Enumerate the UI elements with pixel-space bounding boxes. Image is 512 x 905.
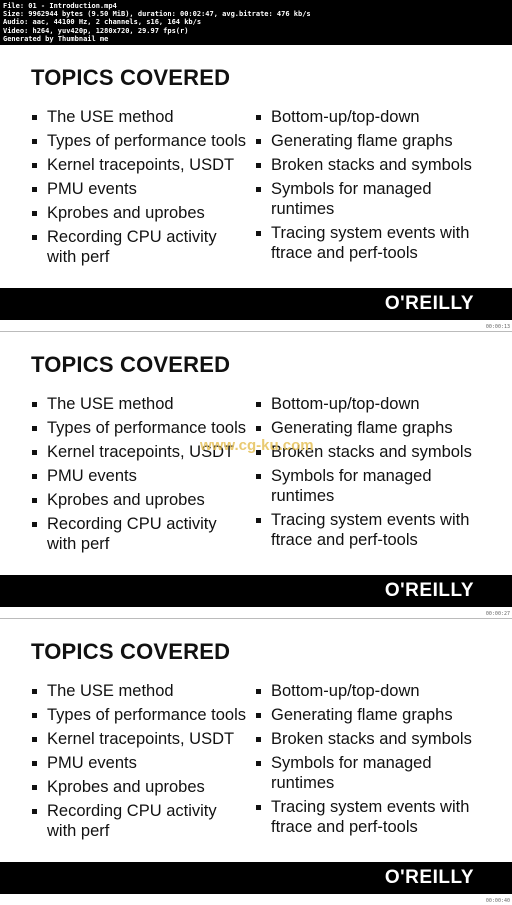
bullet-icon (256, 805, 261, 810)
slide-footer (0, 575, 512, 607)
topic-item: Bottom-up/top-down (256, 681, 506, 701)
topic-item: PMU events (32, 179, 262, 199)
bullet-icon (32, 761, 37, 766)
header-size-line: Size: 9962944 bytes (9.50 MiB), duration: 00:02:47, avg.bitrate: 476 kb/s (3, 10, 311, 19)
topic-item: The USE method (32, 107, 262, 127)
thumbnail-frame-3 (0, 619, 512, 905)
bullet-icon (256, 402, 261, 407)
header-file-line: File: 01 - Introduction.mp4 (3, 2, 117, 10)
topics-right-column (256, 107, 506, 267)
bullet-icon (32, 163, 37, 168)
oreilly-logo: O'REILLY (384, 867, 474, 888)
frame-timestamp: 00:00:27 (485, 611, 510, 617)
slide-title: TOPICS COVERED (31, 352, 231, 377)
bullet-icon (32, 689, 37, 694)
topic-item: Tracing system events with ftrace and perf-tools (256, 223, 486, 263)
topic-item: Broken stacks and symbols (256, 155, 506, 175)
topic-item: Recording CPU activity with perf (32, 801, 232, 841)
topic-item: Broken stacks and symbols (256, 729, 506, 749)
topic-item: Generating flame graphs (256, 705, 506, 725)
bullet-icon (32, 235, 37, 240)
bullet-icon (32, 211, 37, 216)
topic-item: Symbols for managed runtimes (256, 466, 456, 506)
topic-item: Kprobes and uprobes (32, 777, 262, 797)
bullet-icon (256, 713, 261, 718)
watermark-text: www.cg-ku.com (200, 437, 314, 454)
header-video-line: Video: h264, yuv420p, 1280x720, 29.97 fps(r) (3, 26, 189, 35)
slide-footer (0, 862, 512, 894)
bullet-icon (256, 737, 261, 742)
topic-item: Recording CPU activity with perf (32, 514, 232, 554)
topics-left-column (32, 394, 262, 558)
bullet-icon (32, 187, 37, 192)
topic-item: Generating flame graphs (256, 418, 506, 438)
topic-item: The USE method (32, 394, 262, 414)
topic-item: Bottom-up/top-down (256, 107, 506, 127)
header-generator-line: Generated by Thumbnail me (3, 34, 109, 43)
topic-item: Bottom-up/top-down (256, 394, 506, 414)
topic-item: Broken stacks and symbols (256, 442, 506, 462)
topic-item: Types of performance tools (32, 705, 262, 725)
topic-item: Types of performance tools (32, 131, 262, 151)
bullet-icon (32, 139, 37, 144)
topic-item: Generating flame graphs (256, 131, 506, 151)
topic-item: Kernel tracepoints, USDT (32, 155, 262, 175)
topic-item: Symbols for managed runtimes (256, 753, 456, 793)
bullet-icon (256, 187, 261, 192)
topic-item: Kprobes and uprobes (32, 203, 262, 223)
slide-footer (0, 288, 512, 320)
slide-title: TOPICS COVERED (31, 639, 231, 664)
bullet-icon (256, 474, 261, 479)
bullet-icon (256, 139, 261, 144)
topic-item: Kprobes and uprobes (32, 490, 262, 510)
topic-item: Kernel tracepoints, USDT (32, 442, 262, 462)
topic-item: Tracing system events with ftrace and perf-tools (256, 797, 486, 837)
topic-item: The USE method (32, 681, 262, 701)
topic-item: Symbols for managed runtimes (256, 179, 456, 219)
bullet-icon (256, 231, 261, 236)
slide-title: TOPICS COVERED (31, 65, 231, 90)
topic-item: Types of performance tools (32, 418, 262, 438)
bullet-icon (32, 474, 37, 479)
topic-item: PMU events (32, 753, 262, 773)
bullet-icon (256, 689, 261, 694)
bullet-icon (32, 115, 37, 120)
bullet-icon (32, 785, 37, 790)
topic-item: PMU events (32, 466, 262, 486)
bullet-icon (32, 713, 37, 718)
thumbnail-frame-1 (0, 45, 512, 332)
bullet-icon (32, 402, 37, 407)
bullet-icon (256, 426, 261, 431)
bullet-icon (256, 115, 261, 120)
header-audio-line: Audio: aac, 44100 Hz, 2 channels, s16, 164 kb/s (3, 18, 202, 27)
topics-right-column (256, 394, 506, 554)
bullet-icon (256, 518, 261, 523)
frame-timestamp: 00:00:40 (485, 898, 510, 904)
topics-left-column (32, 681, 262, 845)
frame-timestamp: 00:00:13 (485, 324, 510, 330)
bullet-icon (32, 426, 37, 431)
topic-item: Kernel tracepoints, USDT (32, 729, 262, 749)
topic-item: Recording CPU activity with perf (32, 227, 232, 267)
topic-item: Tracing system events with ftrace and perf-tools (256, 510, 486, 550)
bullet-icon (32, 498, 37, 503)
thumbnail-frame-2 (0, 332, 512, 619)
bullet-icon (32, 737, 37, 742)
bullet-icon (32, 522, 37, 527)
bullet-icon (32, 809, 37, 814)
bullet-icon (256, 163, 261, 168)
topics-left-column (32, 107, 262, 271)
oreilly-logo: O'REILLY (384, 293, 474, 314)
video-info-header (0, 0, 512, 45)
bullet-icon (256, 761, 261, 766)
topics-right-column (256, 681, 506, 841)
bullet-icon (32, 450, 37, 455)
oreilly-logo: O'REILLY (384, 580, 474, 601)
